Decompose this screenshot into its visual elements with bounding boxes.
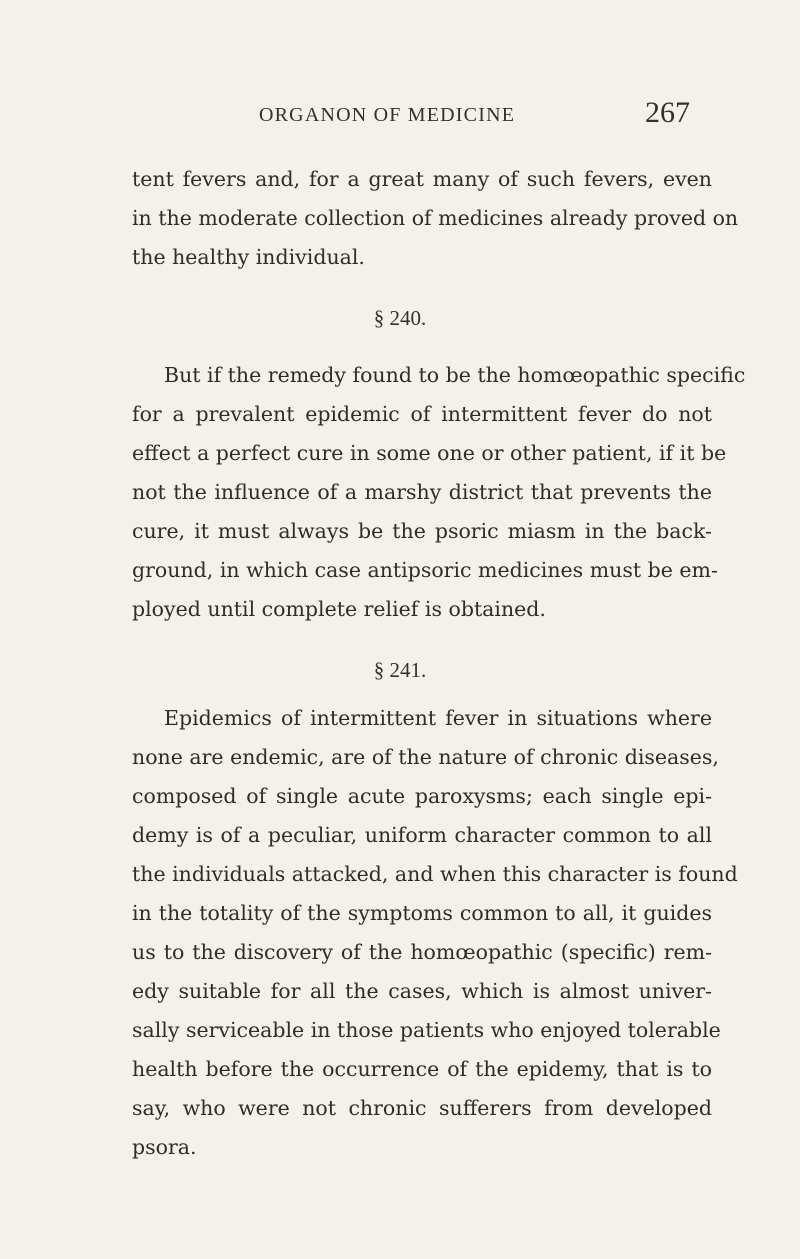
text-line: in the moderate collection of medicines already proved on: [132, 206, 739, 230]
text-line: the healthy individual.: [132, 245, 365, 269]
text-line: the individuals attacked, and when this character is found: [132, 862, 738, 886]
text-line: ground, in which case antipsoric medicines must be em-: [132, 558, 718, 582]
text-line: sally serviceable in those patients who enjoyed tolerable: [132, 1018, 721, 1042]
text-line: not the influence of a marshy district that prevents the: [132, 480, 712, 504]
text-line: none are endemic, are of the nature of chronic diseases,: [132, 745, 719, 769]
section-heading-241: § 241.: [373, 658, 427, 682]
section-heading-240: § 240.: [373, 306, 427, 330]
text-line: Epidemics of intermittent fever in situations where: [164, 706, 712, 730]
text-line: ployed until complete relief is obtained.: [132, 597, 546, 621]
text-line: demy is of a peculiar, uniform character common to all: [132, 823, 712, 847]
text-line: for a prevalent epidemic of intermittent fever do not: [132, 402, 712, 426]
text-line: But if the remedy found to be the homœopathic specific: [164, 363, 746, 387]
running-head: [0, 96, 800, 136]
section-241-paragraph: [132, 699, 738, 1167]
running-title: ORGANON OF MEDICINE: [259, 104, 516, 126]
text-line: tent fevers and, for a great many of such fevers, even: [132, 167, 712, 191]
page-number: 267: [645, 96, 690, 129]
text-line: health before the occurrence of the epidemy, that is to: [132, 1057, 712, 1081]
text-line: composed of single acute paroxysms; each single epi-: [132, 784, 712, 808]
continuation-paragraph: [132, 160, 739, 277]
text-line: us to the discovery of the homœopathic (specific) rem-: [132, 940, 712, 964]
text-line: edy suitable for all the cases, which is almost univer-: [132, 979, 712, 1003]
text-line: psora.: [132, 1135, 197, 1159]
text-line: in the totality of the symptoms common to all, it guides: [132, 901, 712, 925]
section-240-paragraph: [132, 356, 746, 629]
text-line: say, who were not chronic sufferers from developed: [132, 1096, 712, 1120]
text-line: effect a perfect cure in some one or other patient, if it be: [132, 441, 727, 465]
text-line: cure, it must always be the psoric miasm in the back-: [132, 519, 712, 543]
